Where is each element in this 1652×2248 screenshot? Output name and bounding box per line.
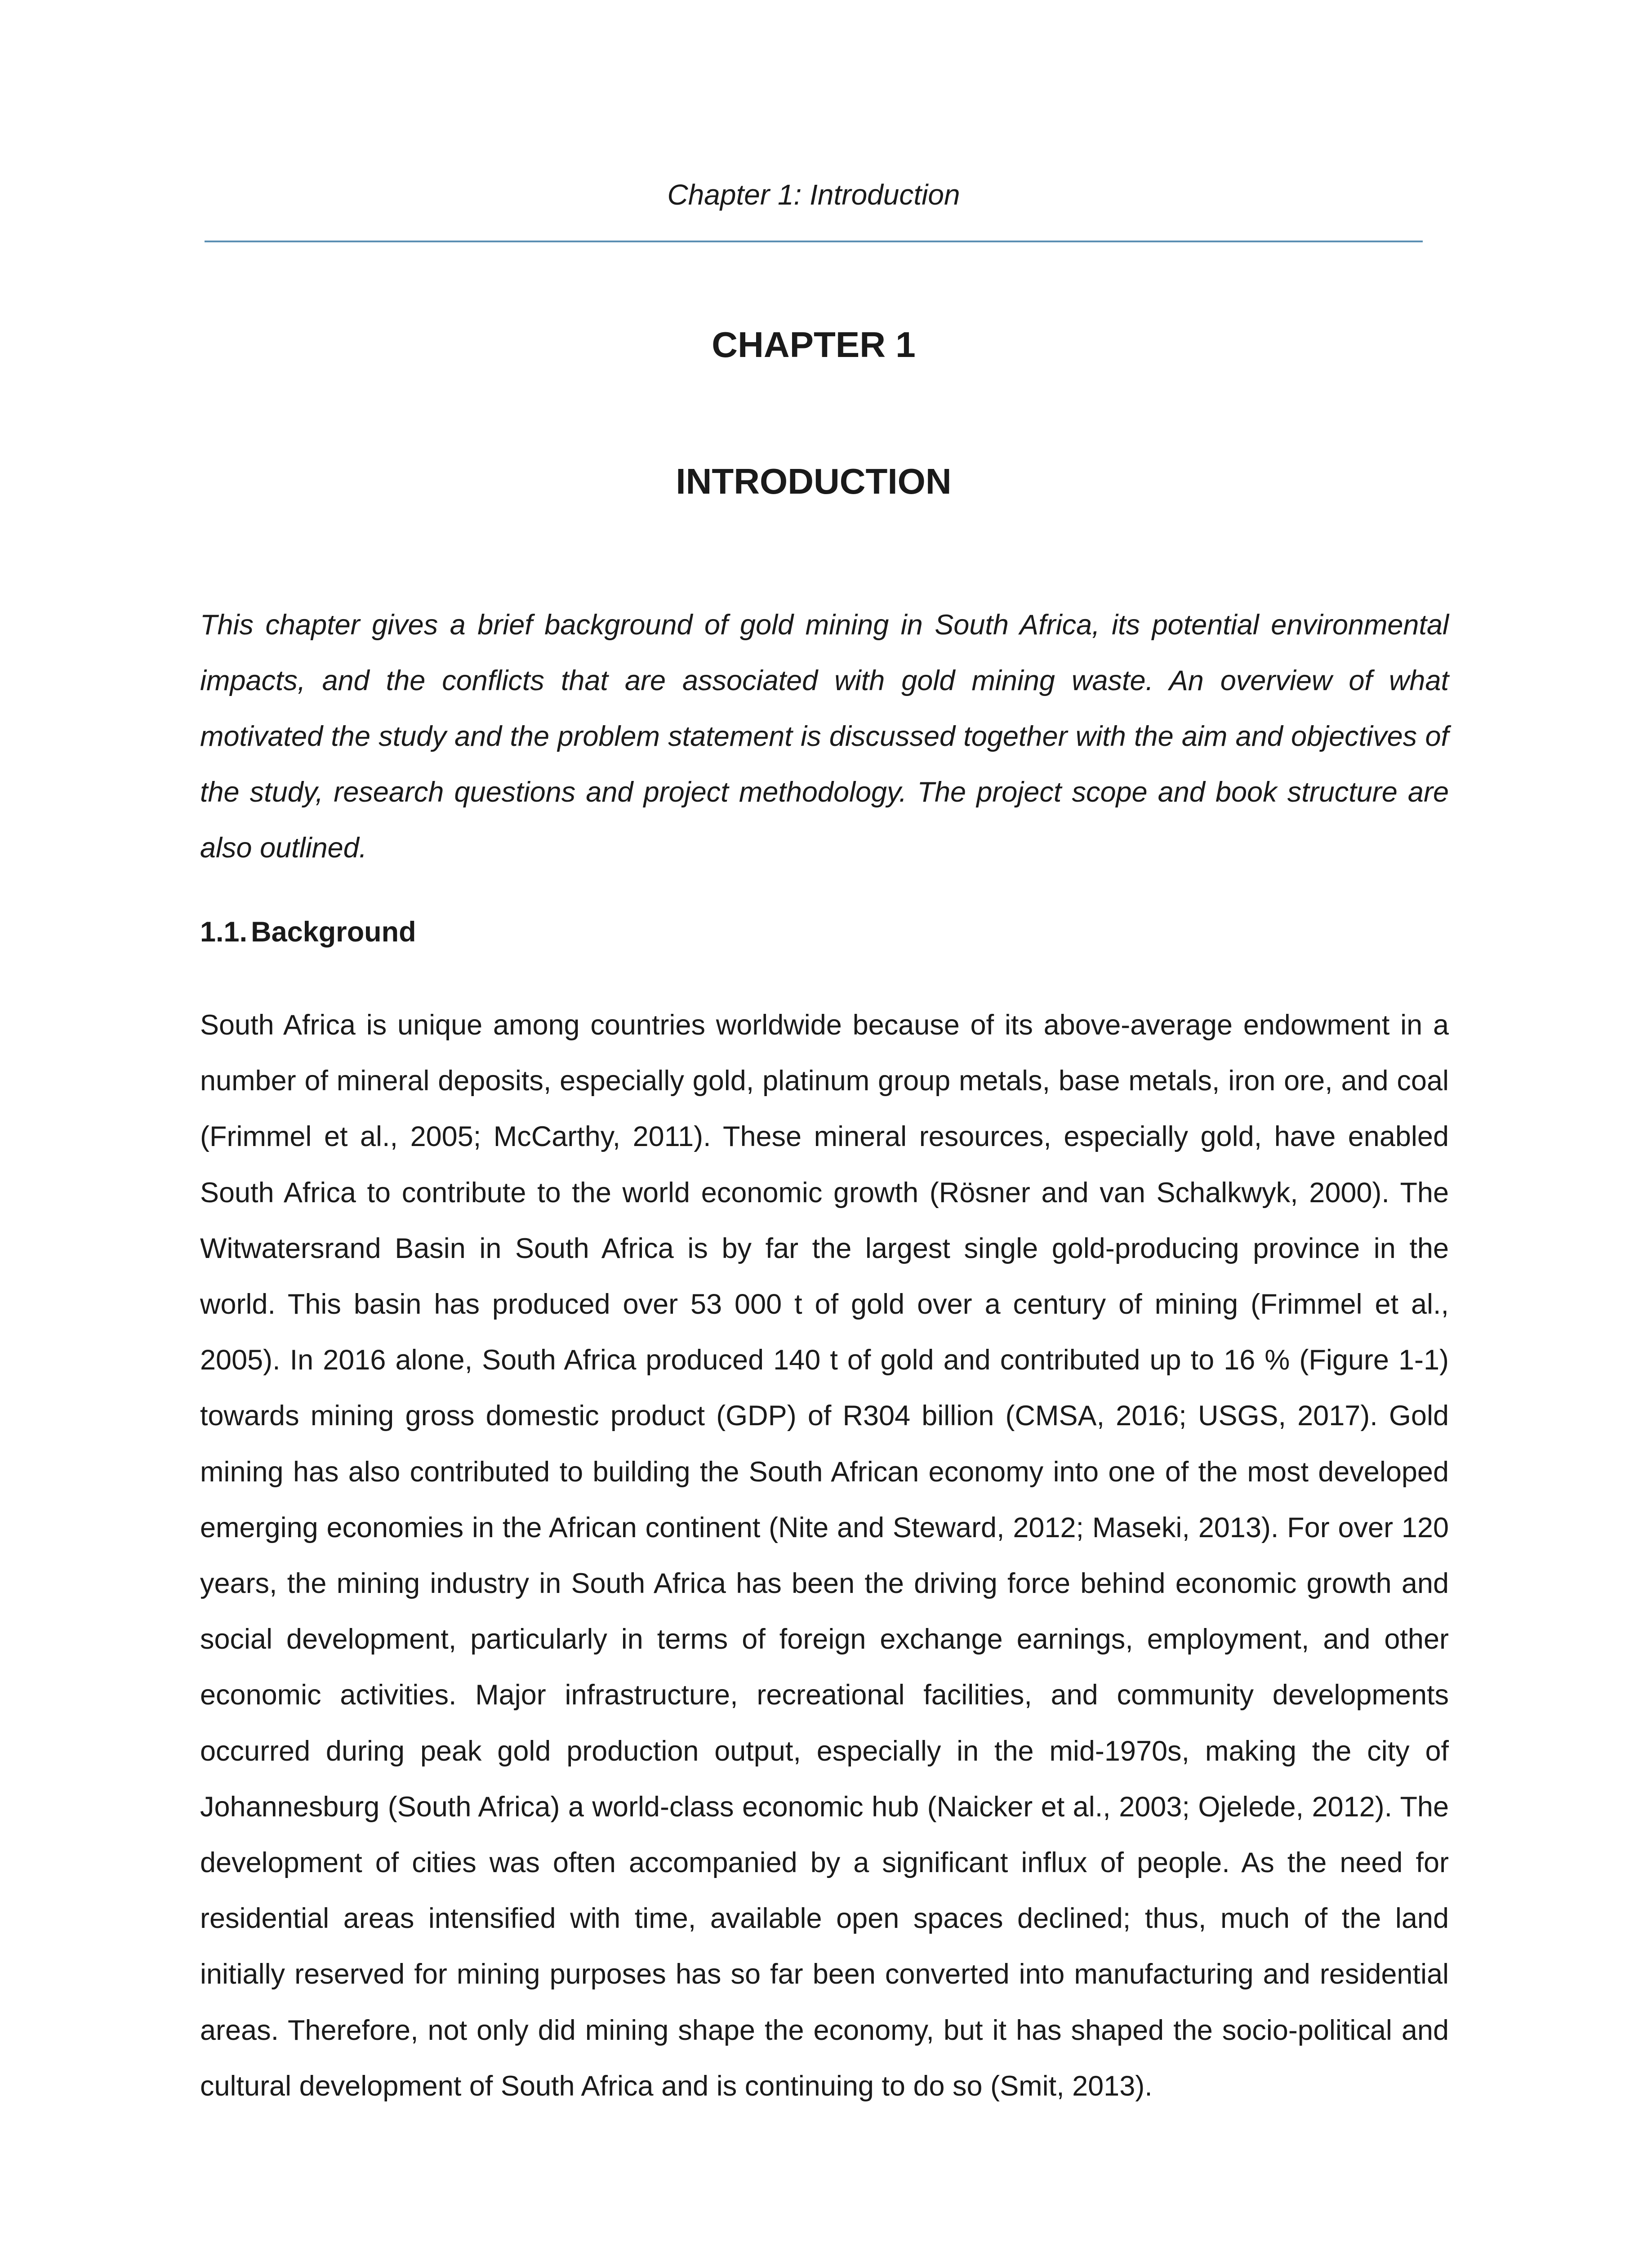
header-divider (205, 241, 1423, 242)
chapter-number: CHAPTER 1 (712, 325, 916, 365)
section-number: 1.1. (200, 916, 248, 948)
background-paragraph: South Africa is unique among countries worldwide because of its above-average endowment in a number of mineral deposits, especially gold, platinum group metals, base metals, iron ore, and coal (Frimmel et al., 2005; McCarthy, 2011). These mineral resources, especially gold, have enabled South Africa to contribute to the world economic growth (Rösner and van Schalkwyk, 2000). The Witwatersrand Basin in South Africa is by far the largest single gold-producing province in the world. This basin has produced over 53 000 t of gold over a century of mining (Frimmel et al., 2005). In 2016 alone, South Africa produced 140 t of gold and contributed up to 16 % (Figure 1-1) towards mining gross domestic product (GDP) of R304 billion (CMSA, 2016; USGS, 2017). Gold mining has also contributed to building the South African economy into one of the most developed emerging economies in the African continent (Nite and Steward, 2012; Maseki, 2013). For over 120 years, the mining industry in South Africa has been the driving force behind economic growth and social development, particularly in terms of foreign exchange earnings, employment, and other economic activities. Major infrastructure, recreational facilities, and community developments occurred during peak gold production output, especially in the mid-1970s, making the city of Johannesburg (South Africa) a world-class economic hub (Naicker et al., 2003; Ojelede, 2012). The development of cities was often accompanied by a significant influx of people. As the need for residential areas intensified with time, available open spaces declined; thus, much of the land initially reserved for mining purposes has so far been converted into manufacturing and residential areas. Therefore, not only did mining shape the economy, but it has shaped the socio-political and cultural development of South Africa and is continuing to do so (Smit, 2013). (200, 1009, 1449, 2102)
section-title: Background (251, 916, 416, 948)
chapter-abstract: This chapter gives a brief background of gold mining in South Africa, its potential environmental impacts, and the conflicts that are associated with gold mining waste. An overview of what motivated the study and the problem statement is discussed together with the aim and objectives of the study, research questions and project methodology. The project scope and book structure are also outlined. (200, 609, 1449, 864)
section-heading (200, 912, 1449, 952)
running-header: Chapter 1: Introduction (667, 178, 960, 211)
chapter-title: INTRODUCTION (676, 461, 952, 501)
